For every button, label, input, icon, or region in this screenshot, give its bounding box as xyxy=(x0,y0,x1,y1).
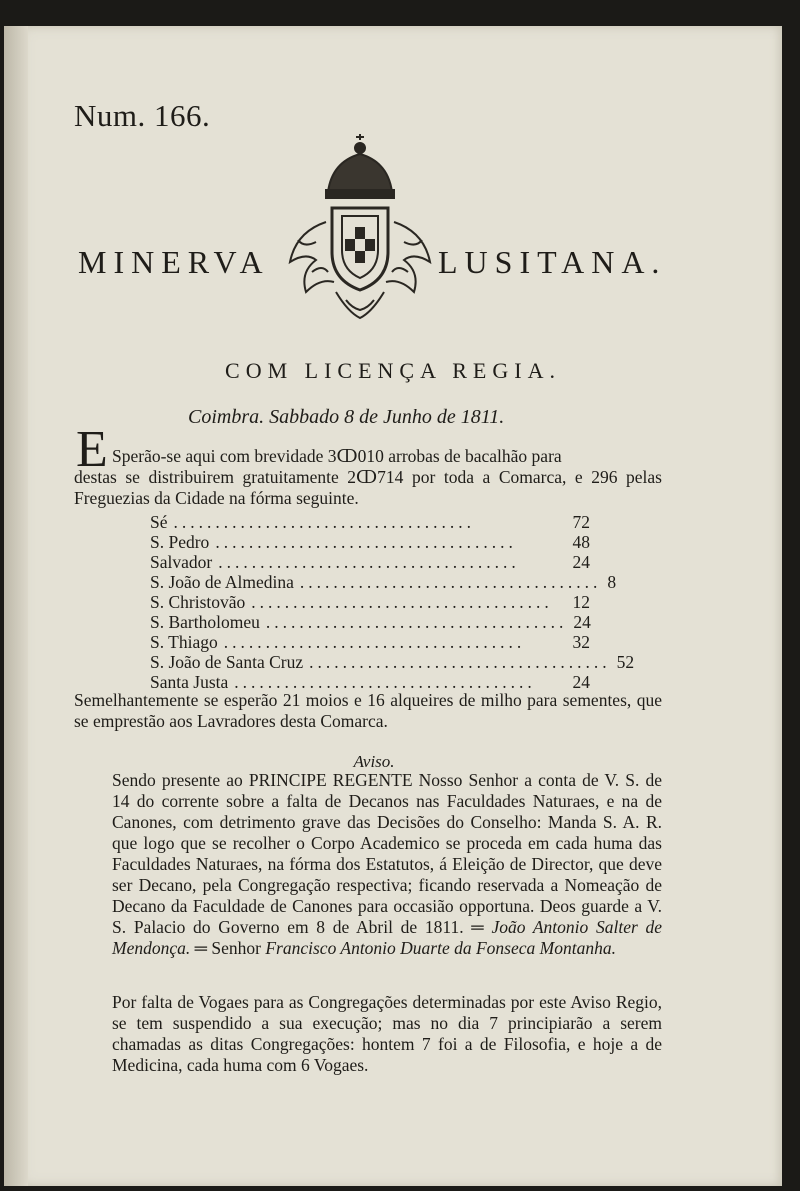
notice-text: Sendo presente ao PRINCIPE REGENTE Nosso Senhor a conta de V. S. de 14 do corrente sobre a falta de Decanos nas Faculdades Naturaes, e na de Canones, com detrimento grave das Decisões do Conselho: Manda S. A. R. que logo que se recolher o Corpo Academico se proceda em cada huma das Faculdades Naturaes, na fórma dos Estatutos, á Eleição de Director, que deve ser Decano, pela Congregação respectiva; ficando reservada a Nomeação de Decano da Faculdade de Canones para occasião opportuna. Deos guarde a V. S. Palacio do Governo em 8 de Abril de 1811. ═ João Antonio Salter de Mendonça. ═ Senhor Francisco Antonio Duarte da Fonseca Montanha. xyxy=(112,770,663,958)
list-item: S. Thiago .................................... 32 xyxy=(150,632,590,652)
parish-value: 48 xyxy=(572,532,590,552)
list-item: S. Christovão .................................... 12 xyxy=(150,592,590,612)
notice-body xyxy=(74,770,662,959)
issue-number: Num. 166. xyxy=(74,98,211,133)
list-item: Santa Justa .................................... 24 xyxy=(150,672,590,692)
royal-license-line: COM LICENÇA REGIA. xyxy=(225,358,561,383)
paragraph-1-rest: destas se distribuirem gratuitamente 2ↀ714 por toda a Comarca, e 296 pelas Freguezias da Cidade na fórma seguinte. xyxy=(74,467,662,508)
drop-cap: E xyxy=(76,421,108,478)
notice-heading: Aviso. xyxy=(353,752,395,771)
parish-name: S. João de Almedina xyxy=(150,572,294,592)
parish-name: S. Bartholomeu xyxy=(150,612,260,632)
list-item: S. João de Santa Cruz .................................... 52 xyxy=(150,652,635,672)
paragraph-1-first-line: Sperão-se aqui com brevidade 3ↀ010 arrobas de bacalhão para xyxy=(112,446,562,466)
list-item: S. Pedro .................................... 48 xyxy=(150,532,590,552)
parish-value: 12 xyxy=(572,592,590,612)
masthead-title-right: LUSITANA. xyxy=(438,244,667,280)
royal-coat-of-arms-icon xyxy=(276,132,444,328)
notice-followup: Por falta de Vogaes para as Congregações determinadas por este Aviso Regio, se tem suspendido a sua execução; mas no dia 7 principiarão a serem chamadas as ditas Congregações: hontem 7 foi a de Filosofia, e hoje a de Medicina, cada huma com 6 Vogaes. xyxy=(112,992,662,1075)
dateline: Coimbra. Sabbado 8 de Junho de 1811. xyxy=(188,406,505,428)
list-item: Sé .................................... 72 xyxy=(150,512,590,532)
list-item: Salvador .................................... 24 xyxy=(150,552,590,572)
article-paragraph-2: Semelhantemente se esperão 21 moios e 16 alqueires de milho para sementes, que se emprestão aos Lavradores desta Comarca. xyxy=(74,690,662,731)
parish-name: S. Christovão xyxy=(150,592,246,612)
parish-value: 24 xyxy=(572,552,590,572)
notice-signatory: João Antonio Salter de Mendonça. xyxy=(112,917,663,958)
masthead-title-left: MINERVA xyxy=(78,244,270,280)
notice-salutation: ═ Senhor xyxy=(194,938,261,958)
parish-value: 24 xyxy=(573,612,591,632)
article-paragraph-1 xyxy=(74,446,662,509)
parish-name: S. Thiago xyxy=(150,632,218,652)
page-spine xyxy=(4,26,28,1186)
parish-name: Salvador xyxy=(150,552,213,572)
parish-value: 32 xyxy=(572,632,590,652)
list-item: S. João de Almedina .................................... 8 xyxy=(150,572,617,592)
parish-value: 8 xyxy=(607,572,617,592)
newspaper-page xyxy=(4,26,782,1186)
parish-value: 72 xyxy=(572,512,590,532)
parish-name: Santa Justa xyxy=(150,672,229,692)
parish-name: Sé xyxy=(150,512,168,532)
parish-value: 24 xyxy=(572,672,590,692)
parish-name: S. João de Santa Cruz xyxy=(150,652,304,672)
parish-distribution-list xyxy=(150,512,635,692)
parish-name: S. Pedro xyxy=(150,532,210,552)
list-item: S. Bartholomeu .................................... 24 xyxy=(150,612,591,632)
notice-addressee: Francisco Antonio Duarte da Fonseca Montanha. xyxy=(265,938,616,958)
parish-value: 52 xyxy=(616,652,635,672)
